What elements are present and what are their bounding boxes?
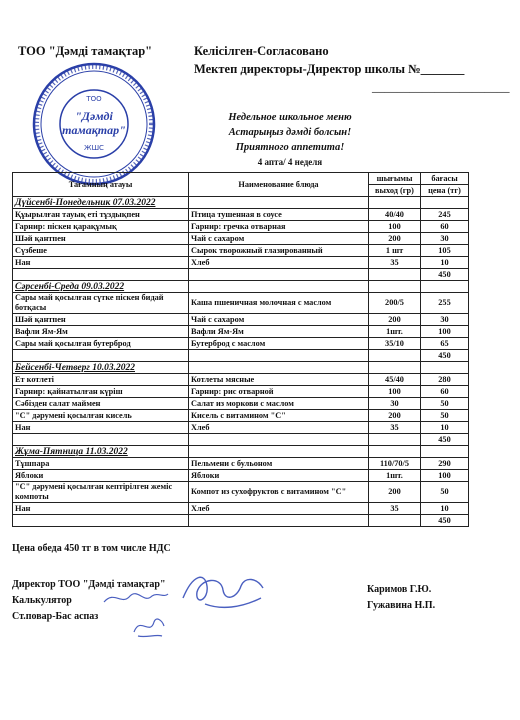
- day-total-row: [13, 269, 469, 281]
- dish-name-ru: Компот из сухофруктов с витамином "С": [189, 482, 369, 503]
- dish-name-kz: Сүзбеше: [13, 245, 189, 257]
- day-total-row: [13, 515, 469, 527]
- dish-name-kz: Нан: [13, 257, 189, 269]
- dish-name-ru: Салат из моркови с маслом: [189, 398, 369, 410]
- dish-price: 245: [421, 209, 469, 221]
- day-total-row: [13, 350, 469, 362]
- dish-name-ru: Кисель с витамином "С": [189, 410, 369, 422]
- day-header-row: [13, 446, 469, 458]
- table-row: [13, 314, 469, 326]
- dish-output: 100: [369, 386, 421, 398]
- dish-name-kz: Нан: [13, 503, 189, 515]
- table-row: [13, 410, 469, 422]
- dish-name-ru: Пельмени с бульоном: [189, 458, 369, 470]
- dish-price: 65: [421, 338, 469, 350]
- header-price-kz: бағасы: [421, 173, 469, 185]
- table-row: [13, 326, 469, 338]
- header-output-ru: выход (гр): [369, 185, 421, 197]
- table-row: [13, 398, 469, 410]
- dish-price: 10: [421, 257, 469, 269]
- director-label: Директор ТОО "Дәмді тамақтар": [12, 579, 166, 590]
- dish-output: 200: [369, 314, 421, 326]
- dish-output: 35: [369, 257, 421, 269]
- dish-price: 50: [421, 398, 469, 410]
- director-name: Каримов Г.Ю.: [367, 584, 432, 595]
- dish-name-ru: Вафли Ям-Ям: [189, 326, 369, 338]
- dish-name-kz: Сәбізден салат маймен: [13, 398, 189, 410]
- day-label: Бейсенбі-Четверг 10.03.2022: [13, 362, 189, 374]
- dish-price: 280: [421, 374, 469, 386]
- company-seal: [30, 60, 158, 188]
- dish-name-kz: Тұшпара: [13, 458, 189, 470]
- table-row: [13, 293, 469, 314]
- dish-name-kz: "С" дәрумені қосылған кисель: [13, 410, 189, 422]
- menu-table: [12, 172, 469, 527]
- table-row: [13, 245, 469, 257]
- price-note: Цена обеда 450 тг в том числе НДС: [12, 543, 171, 554]
- dish-name-kz: Сары май қосылған сүтке піскен бидай ботқасы: [13, 293, 189, 314]
- dish-name-ru: Хлеб: [189, 257, 369, 269]
- dish-price: 10: [421, 503, 469, 515]
- dish-price: 60: [421, 386, 469, 398]
- table-row: [13, 482, 469, 503]
- dish-name-ru: Птица тушенная в соусе: [189, 209, 369, 221]
- menu-week: 4 апта/ 4 неделя: [257, 157, 323, 167]
- day-total: 450: [421, 350, 469, 362]
- dish-output: 35/10: [369, 338, 421, 350]
- dish-name-ru: Чай с сахаром: [189, 314, 369, 326]
- table-header-row-1: [13, 173, 469, 185]
- dish-price: 255: [421, 293, 469, 314]
- table-row: [13, 338, 469, 350]
- day-total-row: [13, 434, 469, 446]
- seal-bottom-text: ЖШС: [84, 144, 104, 152]
- day-label: Жұма-Пятница 11.03.2022: [13, 446, 189, 458]
- day-header-row: [13, 281, 469, 293]
- menu-title-1: Недельное школьное меню: [228, 112, 352, 123]
- dish-name-ru: Яблоки: [189, 470, 369, 482]
- dish-name-kz: Гарнир: піскен қарақұмық: [13, 221, 189, 233]
- table-row: [13, 257, 469, 269]
- dish-output: 1шт.: [369, 470, 421, 482]
- dish-output: 30: [369, 398, 421, 410]
- dish-name-ru: Каша пшеничная молочная с маслом: [189, 293, 369, 314]
- dish-output: 35: [369, 503, 421, 515]
- approval-signature-line: ______________________: [372, 80, 510, 94]
- dish-name-kz: Вафли Ям-Ям: [13, 326, 189, 338]
- day-label: Сәрсенбі-Среда 09.03.2022: [13, 281, 189, 293]
- header-price-ru: цена (тг): [421, 185, 469, 197]
- seal-top-text: ТОО: [86, 95, 102, 103]
- cook-label: Ст.повар-Бас аспаз: [12, 611, 99, 622]
- dish-name-kz: Құырылған тауық еті тұздықпен: [13, 209, 189, 221]
- dish-name-kz: Шәй қантпен: [13, 233, 189, 245]
- approval-line-2: Мектеп директоры-Директор школы №_______: [194, 62, 465, 76]
- day-total: 450: [421, 434, 469, 446]
- table-row: [13, 233, 469, 245]
- seal-name-line-2: тамақтар": [62, 123, 126, 137]
- calculator-name: Гужавина Н.П.: [367, 600, 436, 611]
- day-total: 450: [421, 269, 469, 281]
- table-row: [13, 209, 469, 221]
- table-row: [13, 470, 469, 482]
- header-output-kz: шығымы: [369, 173, 421, 185]
- dish-name-kz: Сары май қосылған бутерброд: [13, 338, 189, 350]
- table-row: [13, 374, 469, 386]
- dish-name-ru: Гарнир: рис отварной: [189, 386, 369, 398]
- dish-output: 45/40: [369, 374, 421, 386]
- dish-output: 1шт.: [369, 326, 421, 338]
- dish-price: 100: [421, 470, 469, 482]
- day-total: 450: [421, 515, 469, 527]
- dish-name-kz: Ет котлеті: [13, 374, 189, 386]
- dish-name-kz: Шәй қантпен: [13, 314, 189, 326]
- day-label: Дүйсенбі-Понедельник 07.03.2022: [13, 197, 189, 209]
- table-row: [13, 503, 469, 515]
- dish-output: 1 шт: [369, 245, 421, 257]
- dish-price: 30: [421, 233, 469, 245]
- header-kz: Тағамның атауы: [13, 173, 189, 197]
- company-title: ТОО "Дәмді тамақтар": [18, 44, 153, 58]
- dish-output: 200: [369, 233, 421, 245]
- header-ru: Наименование блюда: [189, 173, 369, 197]
- dish-price: 50: [421, 410, 469, 422]
- dish-name-kz: "С" дәрумені қосылған кептірілген жеміс компоты: [13, 482, 189, 503]
- dish-output: 100: [369, 221, 421, 233]
- dish-price: 60: [421, 221, 469, 233]
- dish-price: 10: [421, 422, 469, 434]
- dish-name-ru: Гарнир: гречка отварная: [189, 221, 369, 233]
- table-row: [13, 221, 469, 233]
- dish-name-kz: Яблоки: [13, 470, 189, 482]
- dish-name-ru: Котлеты мясные: [189, 374, 369, 386]
- dish-name-ru: Сырок творожный глазированный: [189, 245, 369, 257]
- table-row: [13, 422, 469, 434]
- dish-name-ru: Бутерброд с маслом: [189, 338, 369, 350]
- seal-name-line-1: "Дәмді: [75, 109, 113, 123]
- table-row: [13, 458, 469, 470]
- table-row: [13, 386, 469, 398]
- dish-price: 105: [421, 245, 469, 257]
- dish-price: 290: [421, 458, 469, 470]
- menu-title-2: Астарыңыз дәмді болсын!: [228, 127, 352, 138]
- dish-output: 110/70/5: [369, 458, 421, 470]
- dish-output: 200/5: [369, 293, 421, 314]
- dish-output: 40/40: [369, 209, 421, 221]
- dish-output: 200: [369, 410, 421, 422]
- menu-title-3: Приятного аппетита!: [235, 142, 345, 153]
- day-header-row: [13, 197, 469, 209]
- dish-name-kz: Гарнир: қайнатылған күріш: [13, 386, 189, 398]
- dish-name-kz: Нан: [13, 422, 189, 434]
- dish-price: 50: [421, 482, 469, 503]
- dish-name-ru: Хлеб: [189, 422, 369, 434]
- dish-price: 30: [421, 314, 469, 326]
- dish-price: 100: [421, 326, 469, 338]
- calculator-label: Калькулятор: [12, 595, 72, 606]
- day-header-row: [13, 362, 469, 374]
- dish-output: 200: [369, 482, 421, 503]
- calculator-signature: [100, 586, 170, 610]
- cook-signature: [128, 610, 168, 640]
- dish-name-ru: Чай с сахаром: [189, 233, 369, 245]
- approval-line-1: Келісілген-Согласовано: [194, 44, 329, 58]
- dish-name-ru: Хлеб: [189, 503, 369, 515]
- director-signature: [175, 568, 270, 616]
- dish-output: 35: [369, 422, 421, 434]
